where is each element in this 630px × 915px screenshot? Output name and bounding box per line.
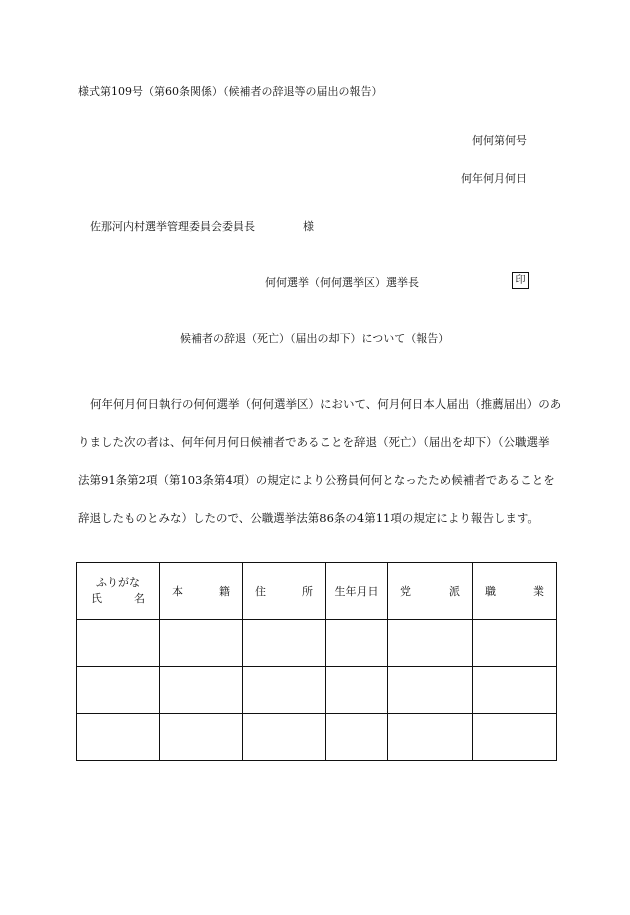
table-cell	[326, 714, 388, 761]
document-date: 何年何月何日	[461, 172, 527, 185]
document-number: 何何第何号	[472, 134, 527, 147]
table-cell	[326, 620, 388, 667]
body-line-4: 辞退したものとみな）したので、公職選挙法第86条の4第11項の規定により報告します。	[78, 511, 539, 525]
table-cell	[388, 620, 473, 667]
table-row	[77, 667, 557, 714]
table-cell	[243, 620, 326, 667]
header-name	[77, 563, 160, 620]
body-line-3: 法第91条第2項（第103条第4項）の規定により公務員何何となったため候補者であることを	[78, 473, 555, 487]
body-line-2: りました次の者は、何年何月何日候補者であることを辞退（死亡）（届出を却下）（公職選挙	[78, 435, 550, 449]
addressee	[90, 218, 314, 234]
table-cell	[243, 667, 326, 714]
header-honseki	[160, 563, 243, 620]
header-name-char-1: 氏	[91, 592, 102, 605]
table-cell	[77, 667, 160, 714]
table-cell	[473, 620, 557, 667]
table-cell	[77, 714, 160, 761]
candidate-table	[76, 562, 557, 761]
table-cell	[473, 667, 557, 714]
body-line-1: 何年何月何日執行の何何選挙（何何選挙区）において、何月何日本人届出（推薦届出）のあ	[90, 397, 562, 411]
header-occupation-char-2: 業	[533, 585, 544, 598]
seal-mark: 印	[512, 272, 529, 289]
table-cell	[326, 667, 388, 714]
header-party-char-2: 派	[449, 585, 460, 598]
header-party-char-1: 党	[400, 585, 411, 598]
header-honseki-char-2: 籍	[219, 585, 230, 598]
header-furigana: ふりがな	[96, 576, 140, 589]
header-address-char-1: 住	[255, 585, 266, 598]
table-cell	[160, 667, 243, 714]
table-row	[77, 714, 557, 761]
sender: 何何選挙（何何選挙区）選挙長	[265, 276, 419, 289]
header-party	[388, 563, 473, 620]
table-cell	[160, 620, 243, 667]
addressee-honorific: 様	[303, 220, 314, 233]
table-row	[77, 620, 557, 667]
header-occupation	[473, 563, 557, 620]
table-cell	[473, 714, 557, 761]
addressee-name: 佐那河内村選挙管理委員会委員長	[90, 220, 255, 233]
header-name-char-2: 名	[134, 592, 145, 605]
table-cell	[388, 667, 473, 714]
table-cell	[160, 714, 243, 761]
table-cell	[77, 620, 160, 667]
subject-title: 候補者の辞退（死亡）（届出の却下）について（報告）	[180, 332, 450, 345]
table-cell	[243, 714, 326, 761]
header-honseki-char-1: 本	[172, 585, 183, 598]
header-birthdate	[326, 563, 388, 620]
header-address-char-2: 所	[302, 585, 313, 598]
table-cell	[388, 714, 473, 761]
header-birthdate-label: 生年月日	[334, 585, 379, 598]
table-header-row	[77, 563, 557, 620]
form-title: 様式第109号（第60条関係）（候補者の辞退等の届出の報告）	[78, 85, 383, 98]
header-occupation-char-1: 職	[485, 585, 496, 598]
header-address	[243, 563, 326, 620]
